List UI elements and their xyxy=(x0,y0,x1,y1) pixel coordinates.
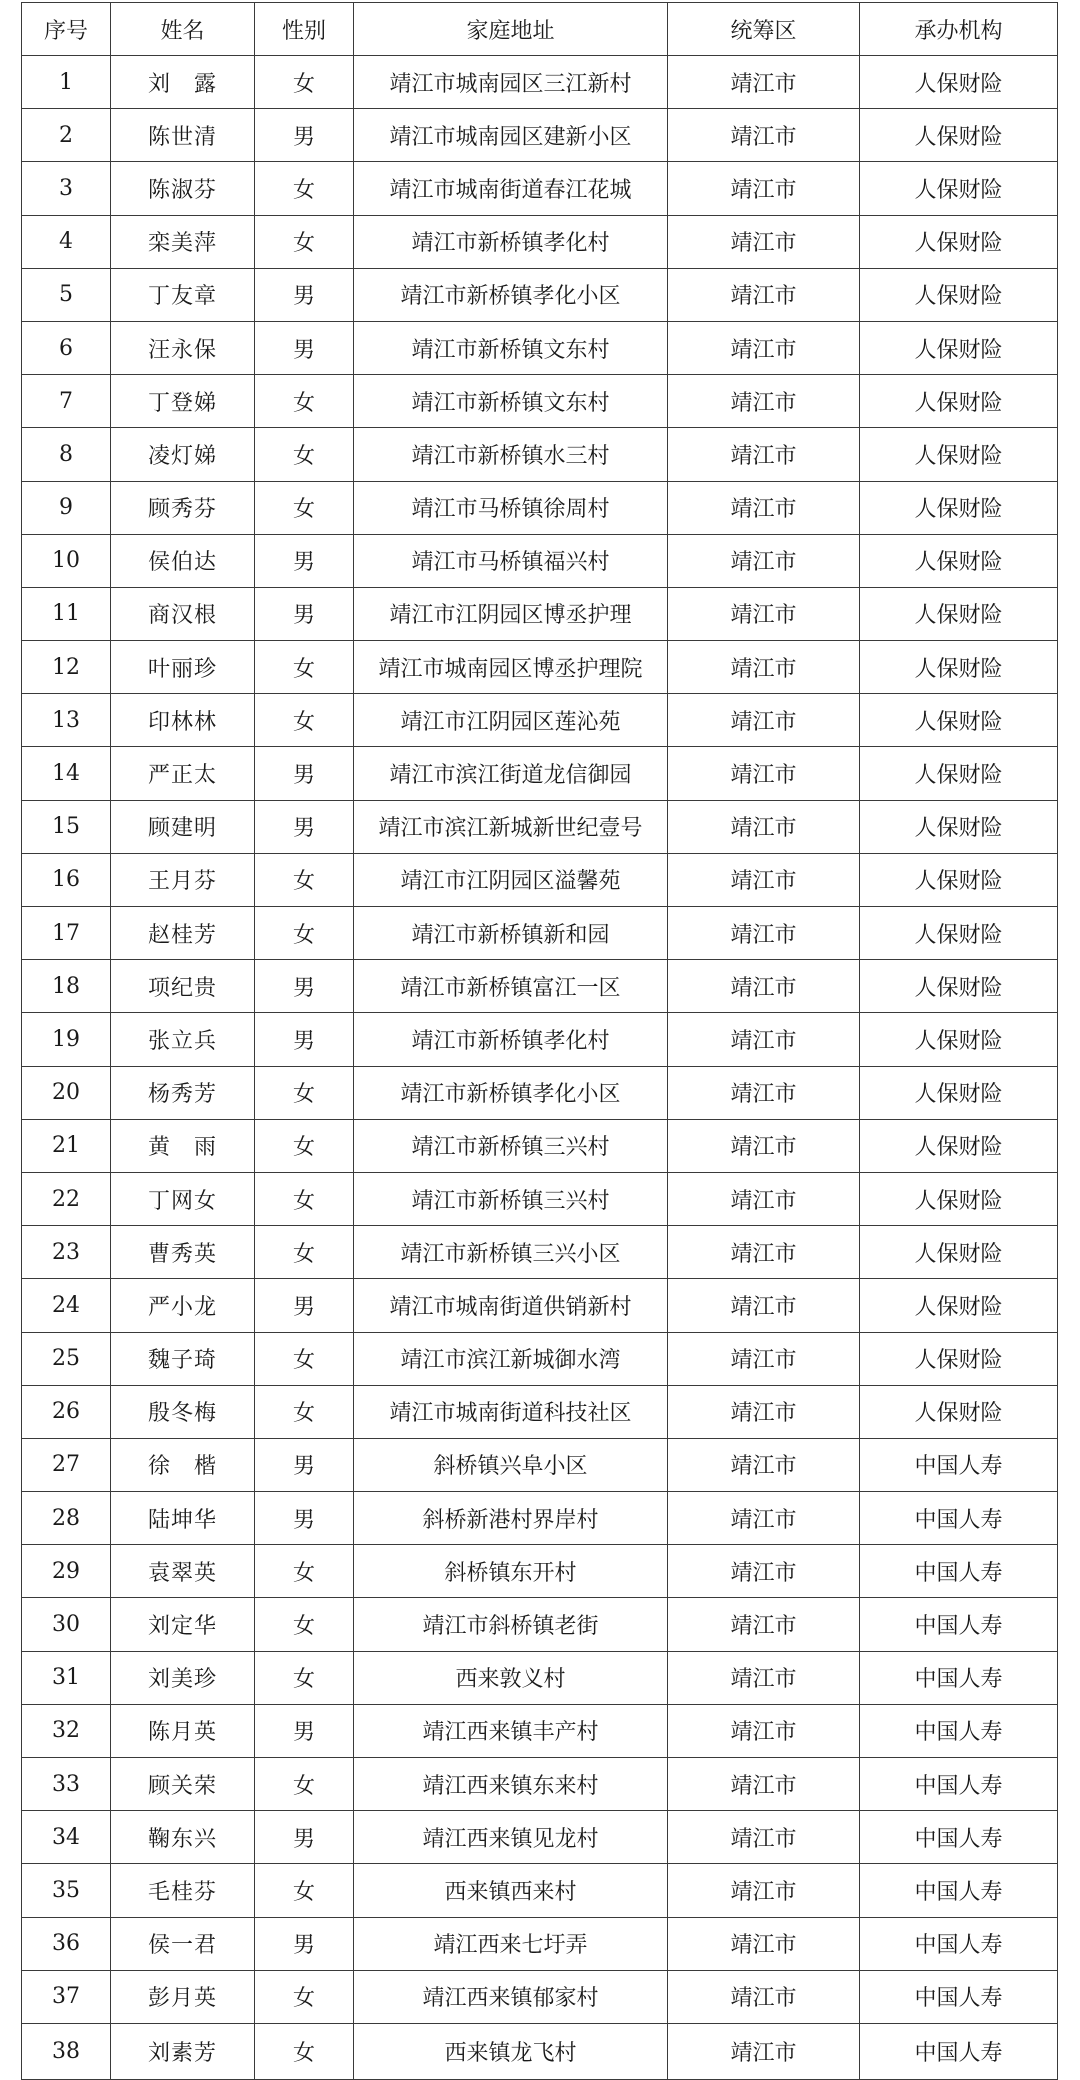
cell-region: 靖江市 xyxy=(668,1598,860,1651)
cell-index: 8 xyxy=(22,428,111,481)
cell-address: 靖江市江阴园区溢馨苑 xyxy=(354,853,668,906)
cell-index: 28 xyxy=(22,1492,111,1545)
cell-name: 张立兵 xyxy=(111,1013,255,1066)
cell-name: 顾关荣 xyxy=(111,1758,255,1811)
cell-index: 26 xyxy=(22,1385,111,1438)
cell-organization: 人保财险 xyxy=(860,853,1058,906)
cell-organization: 中国人寿 xyxy=(860,1758,1058,1811)
cell-region: 靖江市 xyxy=(668,747,860,800)
header-gender: 性别 xyxy=(255,3,354,56)
cell-name: 曹秀英 xyxy=(111,1226,255,1279)
cell-gender: 男 xyxy=(255,960,354,1013)
table-row xyxy=(22,1758,1058,1811)
cell-organization: 中国人寿 xyxy=(860,1811,1058,1864)
cell-gender: 女 xyxy=(255,375,354,428)
cell-region: 靖江市 xyxy=(668,1172,860,1225)
cell-region: 靖江市 xyxy=(668,694,860,747)
header-index: 序号 xyxy=(22,3,111,56)
table-row xyxy=(22,1172,1058,1225)
table-row xyxy=(22,1970,1058,2023)
table-body xyxy=(22,56,1058,2080)
cell-organization: 人保财险 xyxy=(860,481,1058,534)
cell-region: 靖江市 xyxy=(668,1332,860,1385)
header-name: 姓名 xyxy=(111,3,255,56)
cell-index: 7 xyxy=(22,375,111,428)
cell-region: 靖江市 xyxy=(668,481,860,534)
cell-region: 靖江市 xyxy=(668,1811,860,1864)
cell-address: 靖江市江阴园区莲沁苑 xyxy=(354,694,668,747)
cell-address: 靖江市新桥镇孝化村 xyxy=(354,215,668,268)
cell-index: 24 xyxy=(22,1279,111,1332)
cell-address: 靖江市城南园区博丞护理院 xyxy=(354,641,668,694)
cell-gender: 男 xyxy=(255,268,354,321)
cell-address: 靖江市新桥镇孝化小区 xyxy=(354,1066,668,1119)
cell-address: 斜桥新港村界岸村 xyxy=(354,1492,668,1545)
cell-name: 项纪贵 xyxy=(111,960,255,1013)
cell-region: 靖江市 xyxy=(668,1279,860,1332)
table-row xyxy=(22,1438,1058,1491)
cell-organization: 人保财险 xyxy=(860,641,1058,694)
cell-name: 侯伯达 xyxy=(111,534,255,587)
cell-gender: 女 xyxy=(255,907,354,960)
cell-region: 靖江市 xyxy=(668,534,860,587)
cell-region: 靖江市 xyxy=(668,1119,860,1172)
cell-index: 20 xyxy=(22,1066,111,1119)
cell-address: 靖江市马桥镇徐周村 xyxy=(354,481,668,534)
table-row xyxy=(22,907,1058,960)
cell-index: 9 xyxy=(22,481,111,534)
cell-region: 靖江市 xyxy=(668,1651,860,1704)
cell-address: 靖江市新桥镇三兴村 xyxy=(354,1119,668,1172)
cell-organization: 中国人寿 xyxy=(860,1651,1058,1704)
cell-region: 靖江市 xyxy=(668,587,860,640)
cell-region: 靖江市 xyxy=(668,428,860,481)
cell-gender: 女 xyxy=(255,1864,354,1917)
cell-organization: 中国人寿 xyxy=(860,1970,1058,2023)
table-row xyxy=(22,1385,1058,1438)
cell-name: 凌灯娣 xyxy=(111,428,255,481)
cell-gender: 男 xyxy=(255,1013,354,1066)
cell-gender: 女 xyxy=(255,481,354,534)
cell-organization: 中国人寿 xyxy=(860,1438,1058,1491)
cell-address: 靖江市新桥镇水三村 xyxy=(354,428,668,481)
cell-index: 12 xyxy=(22,641,111,694)
table-row xyxy=(22,1811,1058,1864)
cell-region: 靖江市 xyxy=(668,56,860,109)
cell-index: 29 xyxy=(22,1545,111,1598)
cell-gender: 女 xyxy=(255,162,354,215)
cell-gender: 男 xyxy=(255,321,354,374)
cell-organization: 人保财险 xyxy=(860,960,1058,1013)
cell-index: 21 xyxy=(22,1119,111,1172)
cell-region: 靖江市 xyxy=(668,109,860,162)
table-row xyxy=(22,428,1058,481)
cell-gender: 男 xyxy=(255,747,354,800)
cell-organization: 人保财险 xyxy=(860,587,1058,640)
cell-organization: 中国人寿 xyxy=(860,1864,1058,1917)
cell-address: 靖江市城南街道春江花城 xyxy=(354,162,668,215)
cell-name: 王月芬 xyxy=(111,853,255,906)
cell-gender: 男 xyxy=(255,800,354,853)
table-row xyxy=(22,109,1058,162)
cell-address: 靖江市新桥镇文东村 xyxy=(354,375,668,428)
cell-organization: 人保财险 xyxy=(860,694,1058,747)
cell-organization: 人保财险 xyxy=(860,800,1058,853)
cell-region: 靖江市 xyxy=(668,907,860,960)
cell-address: 靖江西来镇东来村 xyxy=(354,1758,668,1811)
cell-index: 25 xyxy=(22,1332,111,1385)
table-row xyxy=(22,960,1058,1013)
cell-gender: 女 xyxy=(255,56,354,109)
cell-index: 22 xyxy=(22,1172,111,1225)
table-row xyxy=(22,1226,1058,1279)
cell-address: 靖江市城南街道供销新村 xyxy=(354,1279,668,1332)
table-header-row xyxy=(22,3,1058,56)
table-row xyxy=(22,215,1058,268)
cell-address: 靖江市江阴园区博丞护理 xyxy=(354,587,668,640)
cell-address: 靖江市滨江新城御水湾 xyxy=(354,1332,668,1385)
header-region: 统筹区 xyxy=(668,3,860,56)
cell-gender: 女 xyxy=(255,1385,354,1438)
cell-region: 靖江市 xyxy=(668,1226,860,1279)
cell-organization: 人保财险 xyxy=(860,534,1058,587)
cell-organization: 人保财险 xyxy=(860,1172,1058,1225)
cell-organization: 人保财险 xyxy=(860,1013,1058,1066)
cell-organization: 中国人寿 xyxy=(860,1545,1058,1598)
cell-gender: 女 xyxy=(255,694,354,747)
cell-gender: 男 xyxy=(255,534,354,587)
cell-gender: 女 xyxy=(255,853,354,906)
cell-address: 西来镇龙飞村 xyxy=(354,2023,668,2079)
table-row xyxy=(22,853,1058,906)
cell-name: 魏子琦 xyxy=(111,1332,255,1385)
table-row xyxy=(22,481,1058,534)
cell-gender: 女 xyxy=(255,1598,354,1651)
cell-region: 靖江市 xyxy=(668,1438,860,1491)
cell-name: 鞠东兴 xyxy=(111,1811,255,1864)
cell-name: 陈世清 xyxy=(111,109,255,162)
cell-address: 靖江西来镇见龙村 xyxy=(354,1811,668,1864)
cell-index: 5 xyxy=(22,268,111,321)
cell-region: 靖江市 xyxy=(668,1013,860,1066)
cell-index: 27 xyxy=(22,1438,111,1491)
cell-gender: 女 xyxy=(255,1332,354,1385)
cell-organization: 中国人寿 xyxy=(860,1704,1058,1757)
cell-index: 10 xyxy=(22,534,111,587)
table-row xyxy=(22,747,1058,800)
cell-address: 靖江市滨江街道龙信御园 xyxy=(354,747,668,800)
cell-address: 斜桥镇兴阜小区 xyxy=(354,1438,668,1491)
cell-address: 靖江市新桥镇文东村 xyxy=(354,321,668,374)
cell-organization: 人保财险 xyxy=(860,215,1058,268)
cell-gender: 女 xyxy=(255,215,354,268)
cell-index: 23 xyxy=(22,1226,111,1279)
cell-index: 18 xyxy=(22,960,111,1013)
cell-address: 斜桥镇东开村 xyxy=(354,1545,668,1598)
cell-name: 商汉根 xyxy=(111,587,255,640)
cell-address: 靖江市城南街道科技社区 xyxy=(354,1385,668,1438)
cell-name: 陆坤华 xyxy=(111,1492,255,1545)
table-row xyxy=(22,1917,1058,1970)
cell-name: 顾建明 xyxy=(111,800,255,853)
cell-region: 靖江市 xyxy=(668,1385,860,1438)
cell-organization: 人保财险 xyxy=(860,375,1058,428)
cell-gender: 男 xyxy=(255,1279,354,1332)
cell-organization: 人保财险 xyxy=(860,1226,1058,1279)
cell-address: 靖江西来镇丰产村 xyxy=(354,1704,668,1757)
cell-gender: 男 xyxy=(255,1492,354,1545)
cell-name: 叶丽珍 xyxy=(111,641,255,694)
table-row xyxy=(22,1066,1058,1119)
cell-gender: 男 xyxy=(255,1811,354,1864)
cell-address: 靖江市马桥镇福兴村 xyxy=(354,534,668,587)
header-organization: 承办机构 xyxy=(860,3,1058,56)
cell-region: 靖江市 xyxy=(668,1704,860,1757)
table-row xyxy=(22,321,1058,374)
cell-region: 靖江市 xyxy=(668,321,860,374)
cell-gender: 女 xyxy=(255,1651,354,1704)
cell-name: 杨秀芳 xyxy=(111,1066,255,1119)
table-row xyxy=(22,534,1058,587)
cell-organization: 人保财险 xyxy=(860,1279,1058,1332)
cell-name: 侯一君 xyxy=(111,1917,255,1970)
cell-gender: 女 xyxy=(255,1970,354,2023)
cell-address: 靖江市新桥镇三兴村 xyxy=(354,1172,668,1225)
cell-index: 33 xyxy=(22,1758,111,1811)
cell-name: 顾秀芬 xyxy=(111,481,255,534)
cell-index: 2 xyxy=(22,109,111,162)
cell-gender: 女 xyxy=(255,1119,354,1172)
table-row xyxy=(22,694,1058,747)
cell-name: 丁友章 xyxy=(111,268,255,321)
cell-index: 15 xyxy=(22,800,111,853)
cell-address: 西来敦义村 xyxy=(354,1651,668,1704)
cell-address: 靖江市新桥镇新和园 xyxy=(354,907,668,960)
table-row xyxy=(22,800,1058,853)
cell-gender: 女 xyxy=(255,1172,354,1225)
table-row xyxy=(22,1704,1058,1757)
cell-organization: 人保财险 xyxy=(860,268,1058,321)
cell-address: 靖江市城南园区建新小区 xyxy=(354,109,668,162)
cell-region: 靖江市 xyxy=(668,1864,860,1917)
cell-gender: 女 xyxy=(255,2023,354,2079)
cell-index: 6 xyxy=(22,321,111,374)
cell-gender: 女 xyxy=(255,1758,354,1811)
cell-index: 35 xyxy=(22,1864,111,1917)
cell-organization: 人保财险 xyxy=(860,747,1058,800)
cell-name: 徐 楷 xyxy=(111,1438,255,1491)
cell-region: 靖江市 xyxy=(668,1758,860,1811)
cell-region: 靖江市 xyxy=(668,1970,860,2023)
cell-address: 靖江市新桥镇富江一区 xyxy=(354,960,668,1013)
cell-gender: 女 xyxy=(255,641,354,694)
cell-name: 印林林 xyxy=(111,694,255,747)
cell-gender: 女 xyxy=(255,1545,354,1598)
cell-region: 靖江市 xyxy=(668,960,860,1013)
cell-index: 14 xyxy=(22,747,111,800)
cell-region: 靖江市 xyxy=(668,215,860,268)
cell-gender: 女 xyxy=(255,1226,354,1279)
cell-address: 靖江市滨江新城新世纪壹号 xyxy=(354,800,668,853)
cell-index: 36 xyxy=(22,1917,111,1970)
cell-address: 靖江西来七圩弄 xyxy=(354,1917,668,1970)
cell-address: 靖江市新桥镇孝化小区 xyxy=(354,268,668,321)
cell-index: 11 xyxy=(22,587,111,640)
cell-address: 靖江市新桥镇孝化村 xyxy=(354,1013,668,1066)
table-row xyxy=(22,1545,1058,1598)
cell-index: 37 xyxy=(22,1970,111,2023)
cell-gender: 男 xyxy=(255,1704,354,1757)
table-row xyxy=(22,1598,1058,1651)
table-row xyxy=(22,1332,1058,1385)
table-row xyxy=(22,375,1058,428)
table-row xyxy=(22,641,1058,694)
table-row xyxy=(22,1013,1058,1066)
cell-organization: 人保财险 xyxy=(860,162,1058,215)
cell-address: 靖江西来镇郁家村 xyxy=(354,1970,668,2023)
cell-region: 靖江市 xyxy=(668,1917,860,1970)
table-row xyxy=(22,1119,1058,1172)
table-row xyxy=(22,1864,1058,1917)
cell-index: 4 xyxy=(22,215,111,268)
cell-name: 黄 雨 xyxy=(111,1119,255,1172)
cell-region: 靖江市 xyxy=(668,1066,860,1119)
cell-region: 靖江市 xyxy=(668,641,860,694)
cell-organization: 人保财险 xyxy=(860,1385,1058,1438)
cell-organization: 中国人寿 xyxy=(860,2023,1058,2079)
cell-name: 赵桂芳 xyxy=(111,907,255,960)
header-address: 家庭地址 xyxy=(354,3,668,56)
cell-name: 刘 露 xyxy=(111,56,255,109)
cell-region: 靖江市 xyxy=(668,2023,860,2079)
cell-name: 刘定华 xyxy=(111,1598,255,1651)
cell-gender: 女 xyxy=(255,1066,354,1119)
table-row xyxy=(22,1279,1058,1332)
cell-index: 32 xyxy=(22,1704,111,1757)
cell-address: 西来镇西来村 xyxy=(354,1864,668,1917)
cell-organization: 人保财险 xyxy=(860,1332,1058,1385)
cell-organization: 人保财险 xyxy=(860,1066,1058,1119)
cell-gender: 男 xyxy=(255,1438,354,1491)
cell-name: 严小龙 xyxy=(111,1279,255,1332)
cell-region: 靖江市 xyxy=(668,1545,860,1598)
cell-region: 靖江市 xyxy=(668,268,860,321)
cell-organization: 人保财险 xyxy=(860,1119,1058,1172)
cell-name: 刘美珍 xyxy=(111,1651,255,1704)
table-row xyxy=(22,268,1058,321)
cell-name: 毛桂芬 xyxy=(111,1864,255,1917)
cell-organization: 中国人寿 xyxy=(860,1917,1058,1970)
cell-index: 3 xyxy=(22,162,111,215)
roster-table xyxy=(21,2,1058,2080)
cell-gender: 男 xyxy=(255,587,354,640)
cell-region: 靖江市 xyxy=(668,162,860,215)
cell-organization: 中国人寿 xyxy=(860,1598,1058,1651)
cell-name: 严正太 xyxy=(111,747,255,800)
cell-organization: 人保财险 xyxy=(860,428,1058,481)
cell-region: 靖江市 xyxy=(668,853,860,906)
cell-address: 靖江市新桥镇三兴小区 xyxy=(354,1226,668,1279)
cell-address: 靖江市城南园区三江新村 xyxy=(354,56,668,109)
cell-region: 靖江市 xyxy=(668,1492,860,1545)
cell-name: 丁登娣 xyxy=(111,375,255,428)
cell-region: 靖江市 xyxy=(668,375,860,428)
cell-name: 丁网女 xyxy=(111,1172,255,1225)
cell-gender: 女 xyxy=(255,428,354,481)
table-row xyxy=(22,162,1058,215)
cell-index: 30 xyxy=(22,1598,111,1651)
cell-organization: 人保财险 xyxy=(860,321,1058,374)
cell-organization: 人保财险 xyxy=(860,109,1058,162)
cell-name: 陈淑芬 xyxy=(111,162,255,215)
cell-gender: 男 xyxy=(255,1917,354,1970)
table-row xyxy=(22,1492,1058,1545)
cell-index: 31 xyxy=(22,1651,111,1704)
cell-index: 19 xyxy=(22,1013,111,1066)
cell-index: 13 xyxy=(22,694,111,747)
cell-name: 刘素芳 xyxy=(111,2023,255,2079)
table-row xyxy=(22,2023,1058,2079)
cell-name: 栾美萍 xyxy=(111,215,255,268)
cell-index: 17 xyxy=(22,907,111,960)
cell-index: 34 xyxy=(22,1811,111,1864)
table-row xyxy=(22,1651,1058,1704)
cell-organization: 中国人寿 xyxy=(860,1492,1058,1545)
cell-address: 靖江市斜桥镇老街 xyxy=(354,1598,668,1651)
cell-region: 靖江市 xyxy=(668,800,860,853)
cell-name: 陈月英 xyxy=(111,1704,255,1757)
cell-index: 38 xyxy=(22,2023,111,2079)
table-row xyxy=(22,587,1058,640)
table-row xyxy=(22,56,1058,109)
cell-organization: 人保财险 xyxy=(860,907,1058,960)
cell-index: 16 xyxy=(22,853,111,906)
cell-name: 袁翠英 xyxy=(111,1545,255,1598)
cell-index: 1 xyxy=(22,56,111,109)
cell-organization: 人保财险 xyxy=(860,56,1058,109)
cell-gender: 男 xyxy=(255,109,354,162)
cell-name: 汪永保 xyxy=(111,321,255,374)
cell-name: 殷冬梅 xyxy=(111,1385,255,1438)
cell-name: 彭月英 xyxy=(111,1970,255,2023)
